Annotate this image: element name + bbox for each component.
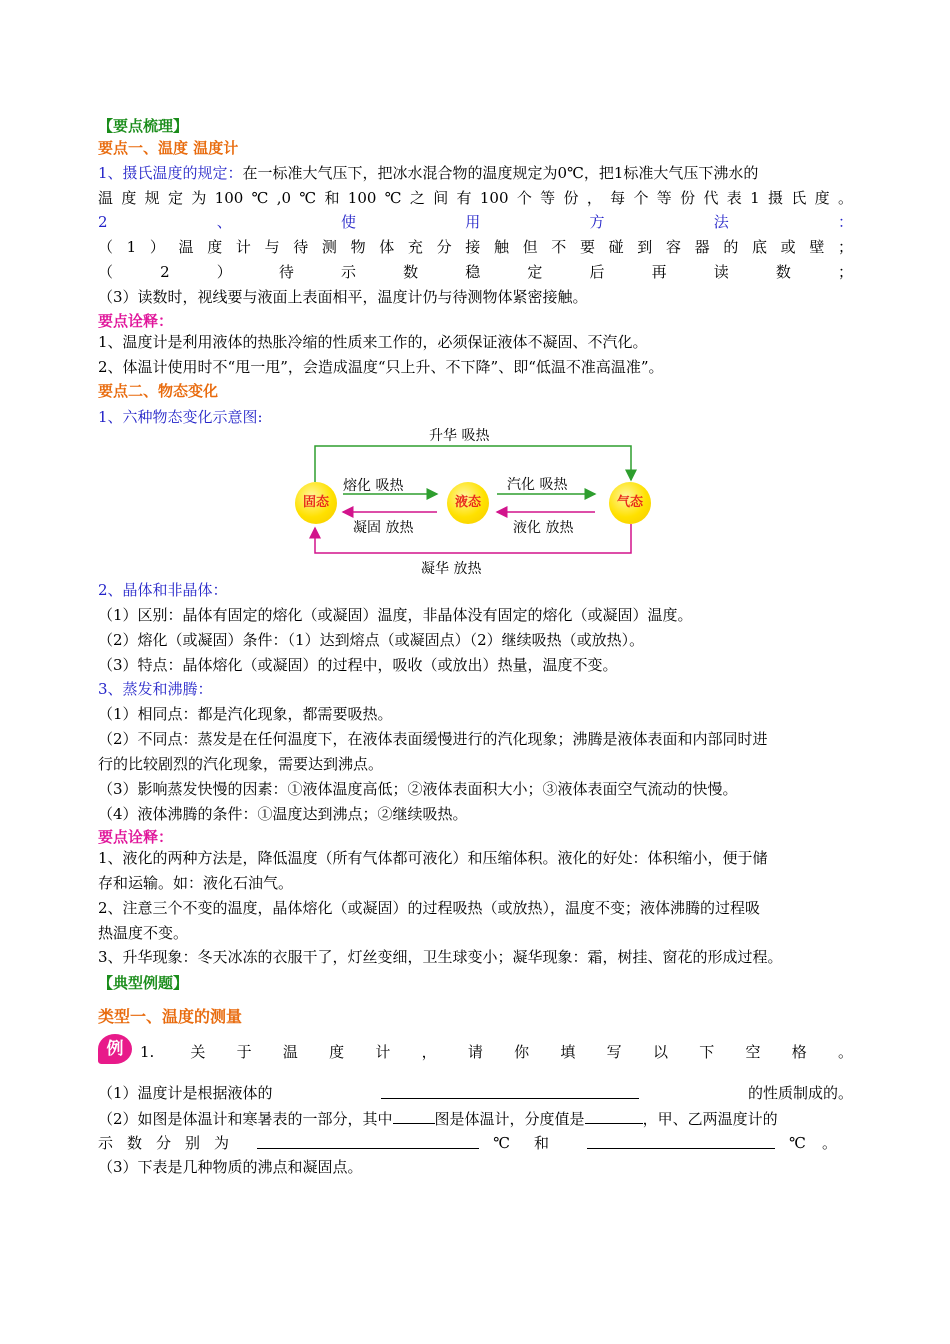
point1-item2-label: 2、使用方法： (98, 213, 853, 231)
boil-line2a: （2）不同点：蒸发是在任何温度下，在液体表面缓慢进行的汽化现象；沸腾是液体表面和内部同时进 (98, 730, 768, 748)
point1-use2: （2）待示数稳定后再读数； (98, 263, 853, 281)
gas-state-node: 气态 (609, 482, 651, 524)
boil-line4: （4）液体沸腾的条件：①温度达到沸点；②继续吸热。 (98, 805, 468, 823)
point1-use3: （3）读数时，视线要与液面上表面相平，温度计仍与待测物体紧密接触。 (98, 288, 588, 306)
boil-line1: （1）相同点：都是汽化现象，都需要吸热。 (98, 705, 393, 723)
question1-intro-row (98, 1034, 853, 1068)
boil-line3: （3）影响蒸发快慢的因素：①液体温度高低；②液体表面积大小；③液体表面空气流动的快慢。 (98, 780, 738, 798)
point1-note1: 1、温度计是利用液体的热胀冷缩的性质来工作的，必须保证液体不凝固、不汽化。 (98, 333, 648, 351)
sublimation-label: 升华 吸热 (429, 428, 490, 444)
point2-item1-label: 1、六种物态变化示意图: (98, 408, 263, 426)
vaporization-label: 汽化 吸热 (507, 477, 568, 493)
liquid-state-node: 液态 (447, 482, 489, 524)
point1-note-title: 要点诠释： (98, 312, 174, 330)
question1-part2-text-b: 图是体温计，分度值是 (434, 1110, 585, 1128)
crystal-line2: （2）熔化（或凝固）条件：（1）达到熔点（或凝固点）（2）继续吸热（或放热）。 (98, 631, 645, 649)
liquefaction-label: 液化 放热 (513, 520, 574, 536)
answer-blank-3[interactable] (585, 1106, 643, 1124)
section-heading-examples: 【典型例题】 (98, 974, 189, 992)
point2-item2-label: 2、晶体和非晶体： (98, 581, 228, 599)
question1-part2-text-e: ℃和 (493, 1134, 573, 1152)
point2-note1b: 存和运输。如：液化石油气。 (98, 874, 294, 892)
example-badge: 例 (98, 1034, 132, 1064)
question1-part1 (98, 1081, 853, 1106)
point2-title: 要点二、物态变化 (98, 382, 219, 400)
question1-part1-text-b: 的性质制成的。 (747, 1084, 853, 1102)
point1-item1-line1 (98, 161, 853, 186)
section-heading-summary: 【要点梳理】 (98, 117, 189, 135)
question1-part2-text-a: （2）如图是体温计和寒暑表的一部分，其中 (98, 1110, 393, 1128)
phase-change-diagram (293, 422, 653, 592)
answer-blank-5[interactable] (587, 1131, 775, 1149)
deposition-label: 凝华 放热 (421, 561, 482, 577)
point1-item1-label: 1、摄氏温度的规定： (98, 164, 243, 182)
boil-line2b: 行的比较剧烈的汽化现象，需要达到沸点。 (98, 755, 384, 773)
point1-item1-line2: 温度规定为100℃,0℃和100℃之间有100个等份，每个等份代表1摄氏度。 (98, 189, 853, 207)
point2-note3: 3、升华现象：冬天冰冻的衣服干了，灯丝变细，卫生球变小；凝华现象：霜，树挂、窗花的形成过程。 (98, 948, 783, 966)
answer-blank-1[interactable] (381, 1081, 639, 1099)
point1-use1: （1）温度计与待测物体充分接触但不要碰到容器的底或壁； (98, 238, 853, 256)
question1-part3: （3）下表是几种物质的沸点和凝固点。 (98, 1158, 363, 1176)
point2-note1a: 1、液化的两种方法是，降低温度（所有气体都可液化）和压缩体积。液化的好处：体积缩小，便于储 (98, 849, 768, 867)
question1-part2-line2 (98, 1131, 853, 1156)
question1-part1-text-a: （1）温度计是根据液体的 (98, 1084, 273, 1102)
melting-label: 熔化 吸热 (343, 478, 404, 494)
solidification-label: 凝固 放热 (353, 520, 414, 536)
question1-intro: 1. 关于温度计，请你填写以下空格。 (140, 1043, 853, 1061)
crystal-line1: （1）区别：晶体有固定的熔化（或凝固）温度，非晶体没有固定的熔化（或凝固）温度。 (98, 606, 693, 624)
point2-note-title: 要点诠释： (98, 828, 174, 846)
solid-state-node: 固态 (295, 482, 337, 524)
question1-part2-text-f: ℃。 (789, 1134, 853, 1152)
point1-item1-text: 在一标准大气压下，把冰水混合物的温度规定为0℃，把1标准大气压下沸水的 (242, 164, 759, 182)
answer-blank-4[interactable] (257, 1131, 479, 1149)
question1-part2-line1 (98, 1106, 853, 1132)
point1-note2: 2、体温计使用时不“甩一甩”，会造成温度“只上升、不下降”、即“低温不准高温准”。 (98, 358, 664, 376)
answer-blank-2[interactable] (393, 1106, 435, 1124)
example-type1-title: 类型一、温度的测量 (98, 1007, 243, 1026)
question1-part2-text-d: 示数分别为 (98, 1134, 244, 1152)
point2-note2b: 热温度不变。 (98, 924, 189, 942)
point2-item3-label: 3、蒸发和沸腾： (98, 680, 213, 698)
question1-part2-text-c: ，甲、乙两温度计的 (642, 1110, 778, 1128)
point2-note2a: 2、注意三个不变的温度，晶体熔化（或凝固）的过程吸热（或放热），温度不变；液体沸腾的过程吸 (98, 899, 761, 917)
point1-title: 要点一、温度 温度计 (98, 139, 239, 157)
crystal-line3: （3）特点：晶体熔化（或凝固）的过程中，吸收（或放出）热量，温度不变。 (98, 656, 618, 674)
